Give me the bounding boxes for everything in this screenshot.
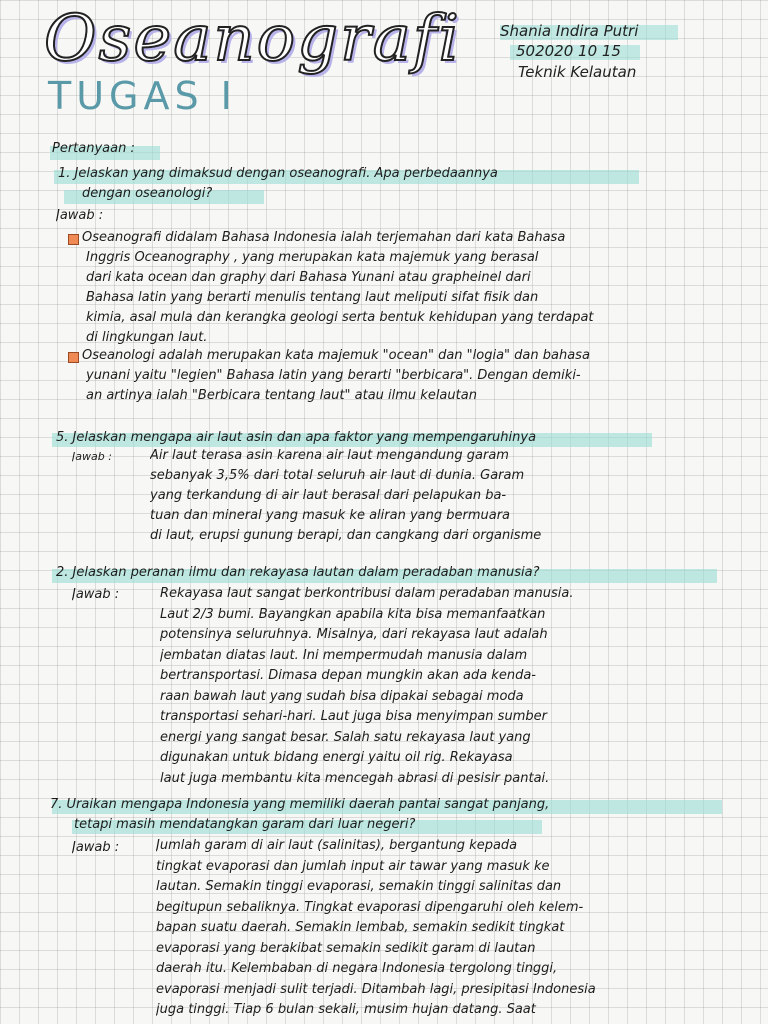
answer-5-line: tuan dan mineral yang masuk ke aliran yang bermuara [150,508,511,523]
answer-7-line: evaporasi menjadi sulit terjadi. Ditambah lagi, presipitasi Indonesia [156,981,596,997]
question-2-text: 2. Jelaskan peranan ilmu dan rekayasa lautan dalam peradaban manusia? [56,565,540,580]
question-1-text: dengan oseanologi? [82,186,213,201]
answer-7-line: juga tinggi. Tiap 6 bulan sekali, musim hujan datang. Saat [156,1002,536,1017]
answer-7-line: daerah itu. Kelembaban di negara Indonesia tergolong tinggi, [156,961,558,976]
answer-5-line: sebanyak 3,5% dari total seluruh air laut di dunia. Garam [150,468,525,483]
answer-2-line: jembatan diatas laut. Ini mempermudah manusia dalam [160,647,528,663]
answer-7-line: begitupun sebaliknya. Tingkat evaporasi dipengaruhi oleh kelem- [156,899,584,915]
answer-1a-line: dari kata ocean dan graphy dari Bahasa Yunani atau grapheinel dari [86,270,531,285]
student-name: Shania Indira Putri [500,22,639,40]
answer-5-line: Air laut terasa asin karena air laut mengandung garam [150,448,509,463]
student-id: 502020 10 15 [516,42,621,60]
answer-label: Jawab : [56,208,104,223]
answer-label: Jawab : [72,450,112,463]
checkbox-bullet-icon [68,234,79,245]
checkbox-bullet-icon [68,352,79,363]
assignment-subtitle: TUGAS I [48,74,237,118]
question-7-text: 7. Uraikan mengapa Indonesia yang memiliki daerah pantai sangat panjang, [50,797,550,812]
answer-2-line: Laut 2/3 bumi. Bayangkan apabila kita bisa memanfaatkan [160,606,546,622]
questions-label: Pertanyaan : [52,141,135,156]
answer-2-line: bertransportasi. Dimasa depan mungkin akan ada kenda- [160,668,536,683]
answer-7-line: lautan. Semakin tinggi evaporasi, semakin tinggi salinitas dan [156,879,562,894]
answer-2-line: raan bawah laut yang sudah bisa dipakai sebagai moda [160,688,524,704]
page-title: Oseanografi [44,2,461,76]
answer-2-line: Rekayasa laut sangat berkontribusi dalam peradaban manusia. [160,586,574,601]
question-7-text: tetapi masih mendatangkan garam dari luar negeri? [74,817,416,832]
question-1-text: 1. Jelaskan yang dimaksud dengan oseanografi. Apa perbedaannya [58,166,498,181]
answer-1a-line: di lingkungan laut. [86,330,208,345]
student-department: Teknik Kelautan [518,63,637,81]
answer-5-line: di laut, erupsi gunung berapi, dan cangkang dari organisme [150,528,542,543]
answer-2-line: potensinya seluruhnya. Misalnya, dari rekayasa laut adalah [160,627,548,642]
answer-7-line: tingkat evaporasi dan jumlah input air tawar yang masuk ke [156,858,550,874]
answer-1b-line: Oseanologi adalah merupakan kata majemuk "ocean" dan "logia" dan bahasa [82,348,590,363]
answer-2-line: digunakan untuk bidang energi yaitu oil rig. Rekayasa [160,750,513,765]
answer-7-line: Jumlah garam di air laut (salinitas), bergantung kepada [156,838,518,853]
answer-2-line: energi yang sangat besar. Salah satu rekayasa laut yang [160,729,531,745]
question-5-text: 5. Jelaskan mengapa air laut asin dan apa faktor yang mempengaruhinya [56,430,537,445]
answer-5-line: yang terkandung di air laut berasal dari pelapukan ba- [150,488,507,503]
answer-7-line: evaporasi yang berakibat semakin sedikit garam di lautan [156,940,536,956]
answer-1a-line: kimia, asal mula dan kerangka geologi serta bentuk kehidupan yang terdapat [86,310,594,325]
answer-1a-line: Inggris Oceanography , yang merupakan kata majemuk yang berasal [86,250,539,265]
answer-2-line: transportasi sehari-hari. Laut juga bisa menyimpan sumber [160,709,547,724]
answer-label: Jawab : [72,587,120,602]
answer-1b-line: yunani yaitu "legien" Bahasa latin yang berarti "berbicara". Dengan demiki- [86,368,581,383]
answer-1a-line: Oseanografi didalam Bahasa Indonesia ialah terjemahan dari kata Bahasa [82,230,566,245]
answer-label: Jawab : [72,840,120,855]
answer-1b-line: an artinya ialah "Berbicara tentang laut" atau ilmu kelautan [86,388,477,403]
answer-7-line: bapan suatu daerah. Semakin lembab, semakin sedikit tingkat [156,920,565,935]
answer-1a-line: Bahasa latin yang berarti menulis tentang laut meliputi sifat fisik dan [86,290,539,305]
answer-2-line: laut juga membantu kita mencegah abrasi di pesisir pantai. [160,770,550,786]
